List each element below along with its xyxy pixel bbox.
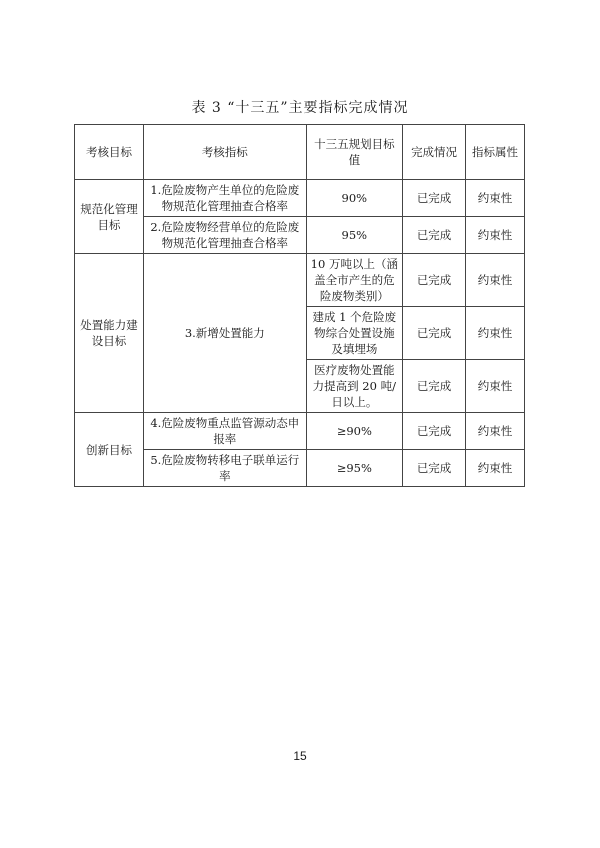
attribute-cell: 约束性	[466, 217, 525, 254]
table-row	[75, 254, 525, 307]
indicator-table	[74, 124, 525, 487]
table-title: 表 3 “十三五”主要指标完成情况	[191, 100, 409, 116]
header-target: 十三五规划目标值	[306, 125, 403, 180]
target-cell: 医疗废物处置能力提高到 20 吨/日以上。	[306, 360, 403, 413]
status-cell: 已完成	[403, 413, 466, 450]
attribute-cell: 约束性	[466, 254, 525, 307]
header-category: 考核目标	[75, 125, 144, 180]
indicator-cell: 1.危险废物产生单位的危险废物规范化管理抽查合格率	[144, 180, 307, 217]
target-cell: 建成 1 个危险废物综合处置设施及填埋场	[306, 307, 403, 360]
header-attribute: 指标属性	[466, 125, 525, 180]
indicator-cell: 2.危险废物经营单位的危险废物规范化管理抽查合格率	[144, 217, 307, 254]
attribute-cell: 约束性	[466, 307, 525, 360]
status-cell: 已完成	[403, 217, 466, 254]
target-cell: 90%	[306, 180, 403, 217]
header-indicator: 考核指标	[144, 125, 307, 180]
table-row	[75, 180, 525, 217]
status-cell: 已完成	[403, 254, 466, 307]
indicator-cell: 4.危险废物重点监管源动态申报率	[144, 413, 307, 450]
page-number: 15	[293, 749, 307, 763]
table-header-row	[75, 125, 525, 180]
attribute-cell: 约束性	[466, 360, 525, 413]
indicator-cell: 3.新增处置能力	[144, 254, 307, 413]
indicator-cell: 5.危险废物转移电子联单运行率	[144, 450, 307, 487]
status-cell: 已完成	[403, 360, 466, 413]
table-row	[75, 413, 525, 450]
target-cell: ≥90%	[306, 413, 403, 450]
target-cell: ≥95%	[306, 450, 403, 487]
status-cell: 已完成	[403, 307, 466, 360]
attribute-cell: 约束性	[466, 180, 525, 217]
status-cell: 已完成	[403, 450, 466, 487]
header-status: 完成情况	[403, 125, 466, 180]
attribute-cell: 约束性	[466, 450, 525, 487]
category-cell: 创新目标	[75, 413, 144, 487]
status-cell: 已完成	[403, 180, 466, 217]
target-cell: 10 万吨以上（涵盖全市产生的危险废物类别）	[306, 254, 403, 307]
category-cell: 规范化管理目标	[75, 180, 144, 254]
attribute-cell: 约束性	[466, 413, 525, 450]
target-cell: 95%	[306, 217, 403, 254]
category-cell: 处置能力建设目标	[75, 254, 144, 413]
